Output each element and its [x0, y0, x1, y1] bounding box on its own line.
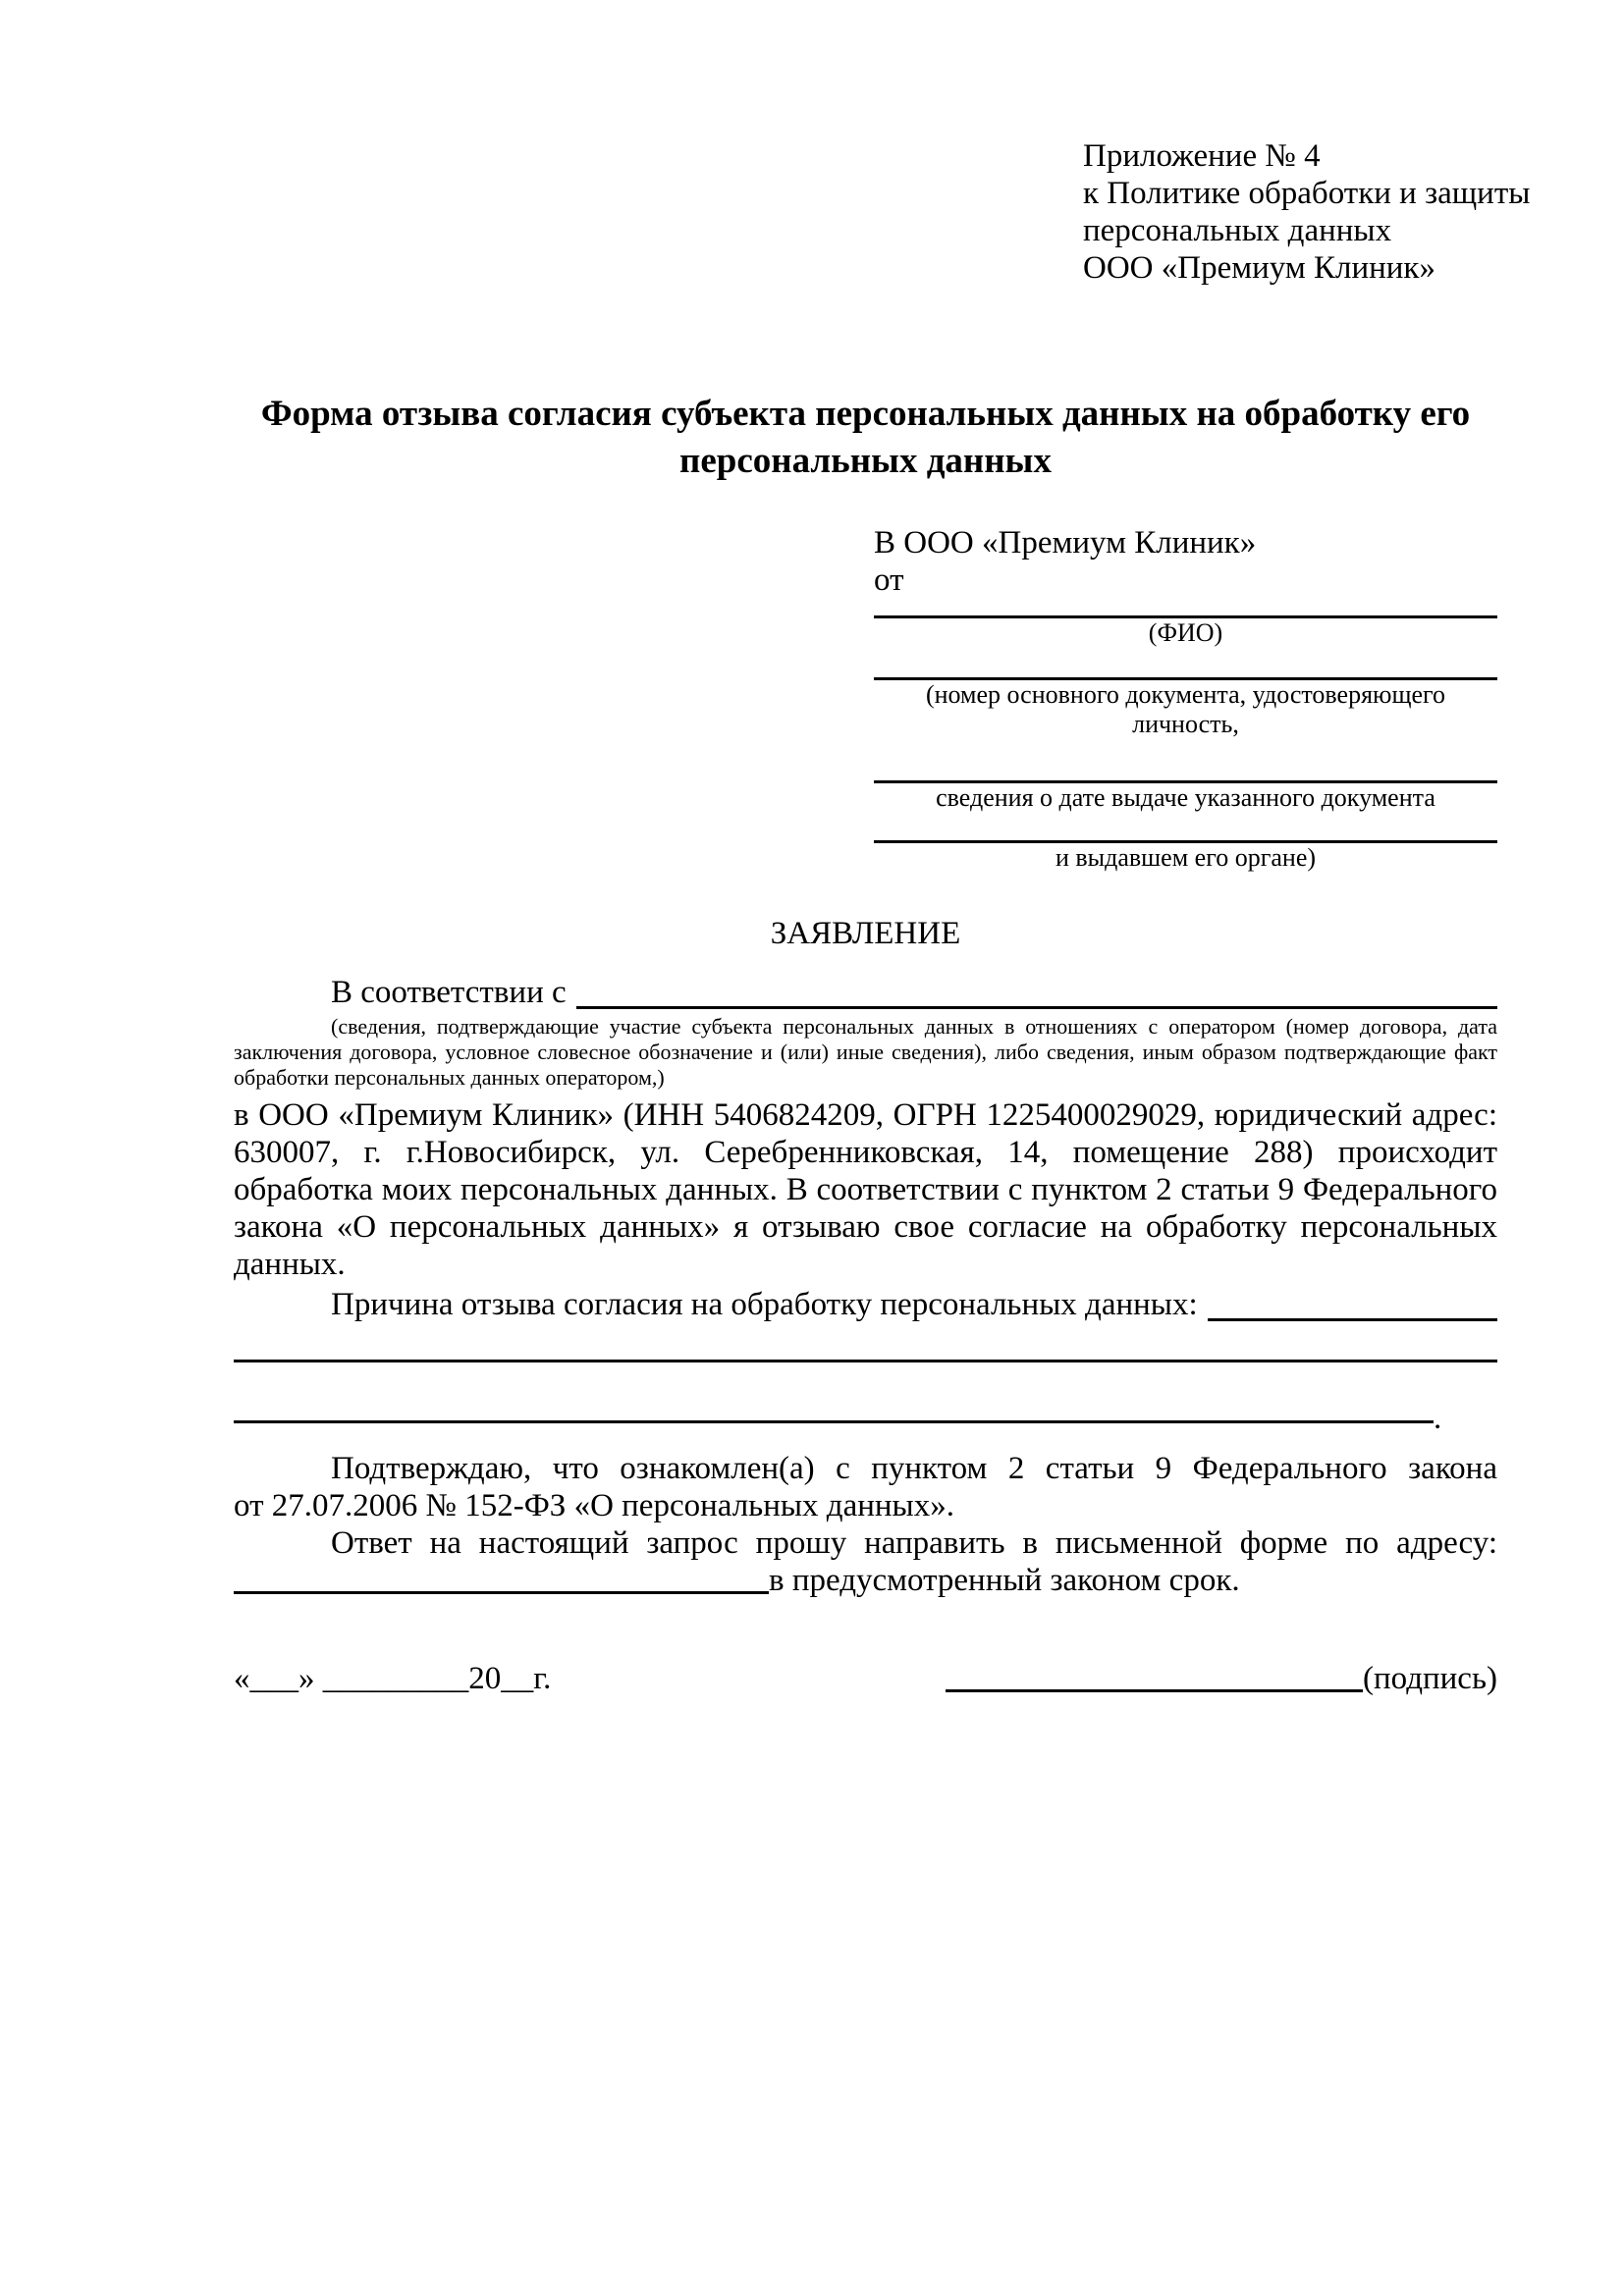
confirmation-line: от 27.07.2006 № 152-ФЗ «О персональных данных». — [234, 1488, 954, 1523]
appendix-line: к Политике обработки и защиты — [1083, 176, 1531, 211]
body-line: обработка моих персональных данных. В соответствии с пунктом 2 статьи 9 Федерального — [234, 1172, 1497, 1207]
body-line: в ООО «Премиум Клиник» (ИНН 5406824209, ОГРН 1225400029029, юридический адрес: — [234, 1097, 1497, 1133]
page-title: Форма отзыва согласия субъекта персональных данных на обработку его персональных данных — [260, 394, 1471, 481]
signature-caption: (подпись) — [1363, 1661, 1497, 1696]
signature-date-row — [234, 1660, 1497, 1697]
reason-continuation-line-2 — [234, 1401, 1497, 1436]
accordance-blank-line — [576, 1006, 1497, 1009]
issuing-authority-field-line — [874, 813, 1497, 843]
date-line: «___» _________20__г. — [234, 1661, 552, 1696]
reason-row — [234, 1283, 1497, 1326]
footnote-line: заключения договора, условное словесное обозначение и (или) иные сведения), либо сведения, иным образом подтверждающие факт — [234, 1040, 1497, 1064]
document-number-field-line — [874, 648, 1497, 680]
reply-address-row — [234, 1562, 1497, 1599]
appendix-block — [1083, 137, 1531, 287]
fio-field-caption: (ФИО) — [1148, 618, 1223, 647]
reason-label: Причина отзыва согласия на обработку персональных данных: — [331, 1287, 1198, 1322]
issue-date-field-caption: сведения о дате выдаче указанного документа — [936, 783, 1435, 812]
body-line: данных. — [234, 1247, 346, 1282]
reason-continuation-line-1 — [234, 1360, 1497, 1362]
signature-group — [946, 1660, 1497, 1697]
fio-field-line — [874, 599, 1497, 618]
appendix-line: персональных данных — [1083, 213, 1392, 248]
body-line: 630007, г. г.Новосибирск, ул. Серебренниковская, 14, помещение 288) происходит — [234, 1135, 1497, 1170]
addressee-to: В ООО «Премиум Клиник» — [874, 525, 1257, 561]
reason-continuation-rule — [234, 1420, 1434, 1423]
footnote-block — [234, 1014, 1497, 1091]
footnote-line: обработки персональных данных оператором,) — [234, 1065, 665, 1090]
appendix-line: ООО «Премиум Клиник» — [1083, 250, 1435, 286]
body-line: закона «О персональных данных» я отзываю свое согласие на обработку персональных — [234, 1209, 1497, 1245]
issue-date-field-line — [874, 739, 1497, 783]
accordance-prefix: В соответствии с — [331, 975, 567, 1010]
addressee-from-label: от — [874, 562, 904, 598]
confirmation-line: Подтверждаю, что ознакомлен(а) с пунктом 2 статьи 9 Федерального закона — [331, 1451, 1497, 1486]
footnote-line: (сведения, подтверждающие участие субъекта персональных данных в отношениях с оператором (номер договора, дата — [331, 1014, 1497, 1039]
confirmation-paragraph — [234, 1450, 1497, 1524]
reason-blank-line — [1208, 1318, 1497, 1321]
addressee-block — [874, 524, 1497, 873]
reply-request-line: Ответ на настоящий запрос прошу направить в письменной форме по адресу: — [331, 1525, 1497, 1561]
reply-suffix: в предусмотренный законом срок. — [769, 1563, 1240, 1598]
reply-address-blank-line — [234, 1591, 769, 1594]
document-number-field-caption: (номер основного документа, удостоверяющего личность, — [925, 680, 1446, 738]
signature-blank-line — [946, 1689, 1363, 1692]
accordance-row — [234, 971, 1497, 1014]
statement-heading: ЗАЯВЛЕНИЕ — [770, 916, 961, 951]
issuing-authority-field-caption: и выдавшем его органе) — [1055, 843, 1317, 872]
appendix-line: Приложение № 4 — [1083, 138, 1321, 174]
body-paragraph — [234, 1096, 1497, 1283]
line-end-period: . — [1434, 1401, 1442, 1436]
